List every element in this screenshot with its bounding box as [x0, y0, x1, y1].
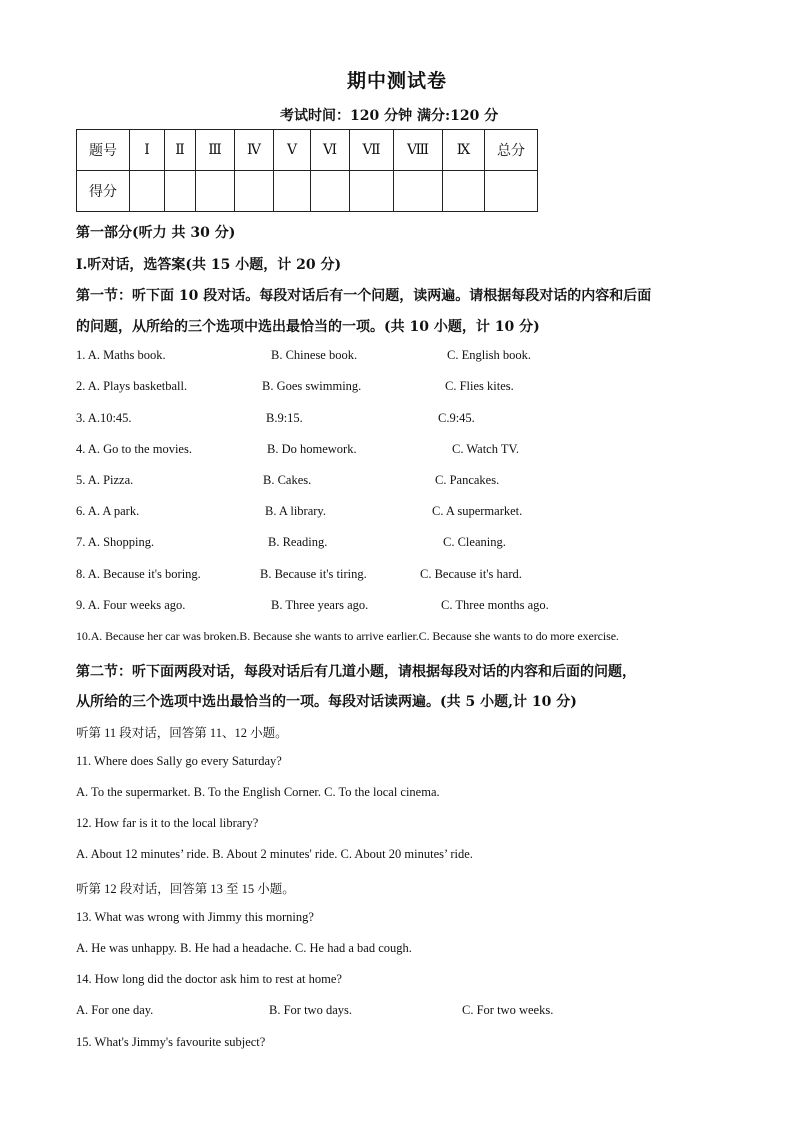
- sub2-instructions-line1: 第二节：听下面两段对话，每段对话后有几道小题，请根据每段对话的内容和后面的问题，: [76, 664, 636, 680]
- q4-option-a[interactable]: 4. A. Go to the movies.: [76, 442, 192, 456]
- sub1-instructions-line2: 的问题，从所给的三个选项中选出最恰当的一项。(共 10 小题，计 10 分): [76, 319, 540, 335]
- q13-options[interactable]: A. He was unhappy. B. He had a headache. C. He had a bad cough.: [76, 941, 412, 955]
- q2-option-c[interactable]: C. Flies kites.: [445, 379, 514, 393]
- score-input-cell[interactable]: [443, 171, 485, 212]
- q6-option-c[interactable]: C. A supermarket.: [432, 504, 523, 518]
- score-table-score-row: [77, 171, 538, 212]
- table-cell: Ⅶ: [350, 130, 394, 171]
- q9-option-c[interactable]: C. Three months ago.: [441, 598, 549, 612]
- q2-option-a[interactable]: 2. A. Plays basketball.: [76, 379, 188, 393]
- table-cell: Ⅰ: [130, 130, 165, 171]
- page-title: 期中测试卷: [346, 70, 447, 92]
- table-cell: 题号: [77, 130, 130, 171]
- score-input-cell[interactable]: [165, 171, 196, 212]
- exam-info: 考试时间：120 分钟 满分:120 分: [280, 108, 499, 124]
- q8-option-c[interactable]: C. Because it's hard.: [420, 567, 522, 581]
- q2-option-b[interactable]: B. Goes swimming.: [262, 379, 362, 393]
- q7-option-a[interactable]: 7. A. Shopping.: [76, 535, 155, 549]
- score-input-cell[interactable]: [274, 171, 311, 212]
- table-cell: Ⅵ: [311, 130, 350, 171]
- q8-option-b[interactable]: B. Because it's tiring.: [260, 567, 367, 581]
- q7-option-c[interactable]: C. Cleaning.: [443, 535, 506, 549]
- table-cell: Ⅱ: [165, 130, 196, 171]
- sub1-instructions-line1: 第一节：听下面 10 段对话。每段对话后有一个问题，读两遍。请根据每段对话的内容和后面: [76, 288, 652, 304]
- score-input-cell[interactable]: [485, 171, 538, 212]
- q6-option-b[interactable]: B. A library.: [265, 504, 326, 518]
- sub2-instructions-line2: 从所给的三个选项中选出最恰当的一项。每段对话读两遍。(共 5 小题,计 10 分): [76, 694, 577, 710]
- q12-options[interactable]: A. About 12 minutes’ ride. B. About 2 minutes' ride. C. About 20 minutes’ ride.: [76, 847, 473, 861]
- section1-heading: Ⅰ.听对话，选答案(共 15 小题，计 20 分): [76, 257, 342, 273]
- q14-option-c[interactable]: C. For two weeks.: [462, 1003, 554, 1017]
- q8-option-a[interactable]: 8. A. Because it's boring.: [76, 567, 201, 581]
- score-table-header-row: [77, 130, 538, 171]
- score-table: [76, 129, 538, 212]
- q7-option-b[interactable]: B. Reading.: [268, 535, 328, 549]
- q3-option-c[interactable]: C.9:45.: [438, 411, 475, 425]
- dialog12-intro: 听第 12 段对话，回答第 13 至 15 小题。: [76, 882, 295, 896]
- part1-heading: 第一部分(听力 共 30 分): [76, 225, 236, 241]
- q1-option-c[interactable]: C. English book.: [447, 348, 532, 362]
- table-cell: Ⅲ: [196, 130, 235, 171]
- score-input-cell[interactable]: [394, 171, 443, 212]
- table-cell: Ⅳ: [235, 130, 274, 171]
- q11-question: 11. Where does Sally go every Saturday?: [76, 754, 282, 768]
- q12-question: 12. How far is it to the local library?: [76, 816, 259, 830]
- q3-option-a[interactable]: 3. A.10:45.: [76, 411, 132, 425]
- q15-question: 15. What's Jimmy's favourite subject?: [76, 1035, 266, 1049]
- table-cell: Ⅷ: [394, 130, 443, 171]
- score-input-cell[interactable]: [350, 171, 394, 212]
- q4-option-b[interactable]: B. Do homework.: [267, 442, 357, 456]
- q1-option-b[interactable]: B. Chinese book.: [271, 348, 358, 362]
- q5-option-a[interactable]: 5. A. Pizza.: [76, 473, 134, 487]
- q5-option-b[interactable]: B. Cakes.: [263, 473, 312, 487]
- q13-question: 13. What was wrong with Jimmy this morning?: [76, 910, 314, 924]
- score-input-cell[interactable]: [235, 171, 274, 212]
- table-cell: 总分: [485, 130, 538, 171]
- q4-option-c[interactable]: C. Watch TV.: [452, 442, 520, 456]
- q9-option-b[interactable]: B. Three years ago.: [271, 598, 369, 612]
- score-input-cell[interactable]: [196, 171, 235, 212]
- q3-option-b[interactable]: B.9:15.: [266, 411, 303, 425]
- q14-option-b[interactable]: B. For two days.: [269, 1003, 352, 1017]
- table-cell: Ⅸ: [443, 130, 485, 171]
- q11-options[interactable]: A. To the supermarket. B. To the English Corner. C. To the local cinema.: [76, 785, 440, 799]
- score-input-cell[interactable]: [130, 171, 165, 212]
- q10-options[interactable]: 10.A. Because her car was broken.B. Because she wants to arrive earlier.C. Because she wants to do more exercise.: [76, 629, 619, 643]
- dialog11-intro: 听第 11 段对话，回答第 11、12 小题。: [76, 726, 288, 740]
- q14-option-a[interactable]: A. For one day.: [76, 1003, 154, 1017]
- score-input-cell[interactable]: [311, 171, 350, 212]
- table-cell: Ⅴ: [274, 130, 311, 171]
- q1-option-a[interactable]: 1. A. Maths book.: [76, 348, 166, 362]
- q9-option-a[interactable]: 9. A. Four weeks ago.: [76, 598, 186, 612]
- table-cell: 得分: [77, 171, 130, 212]
- q5-option-c[interactable]: C. Pancakes.: [435, 473, 500, 487]
- q6-option-a[interactable]: 6. A. A park.: [76, 504, 140, 518]
- q14-question: 14. How long did the doctor ask him to rest at home?: [76, 972, 342, 986]
